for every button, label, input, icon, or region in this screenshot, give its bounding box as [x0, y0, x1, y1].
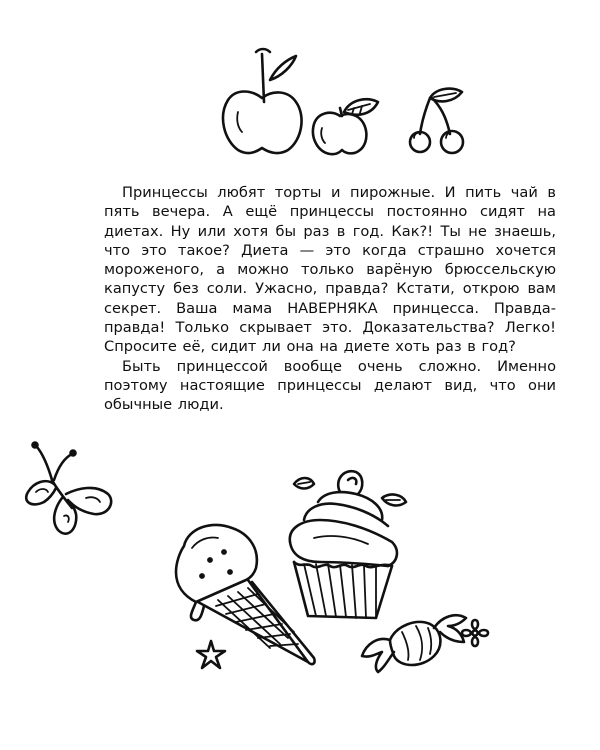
flower-icon: [458, 616, 492, 650]
butterfly-icon: [10, 436, 120, 546]
paragraph-2: Быть принцессой вообще очень сложно. Именно поэтому настоящие принцессы делают вид, что они обычные люди.: [104, 357, 556, 414]
story-text: [104, 183, 556, 415]
small-apple-icon: [306, 94, 386, 164]
apple-icon: [218, 40, 308, 160]
cherries-icon: [402, 84, 482, 164]
star-icon: [194, 638, 228, 672]
paragraph-1: Принцессы любят торты и пирожные. И пить чай в пять вечера. А ещё принцессы постоянно сидят на диетах. Ну или хотя бы раз в год. Как?! Ты не знаешь, что это такое? Диета — это когда страшно хочется мороженого, а можно только варёную брюссельскую капусту без соли. Ужасно, правда? Кстати, открою вам секрет. Ваша мама НАВЕРНЯКА принцесса. Правда-правда! Только скрывает это. Доказательства? Легко! Спросите её, сидит ли она на диете хоть раз в год?: [104, 184, 556, 356]
